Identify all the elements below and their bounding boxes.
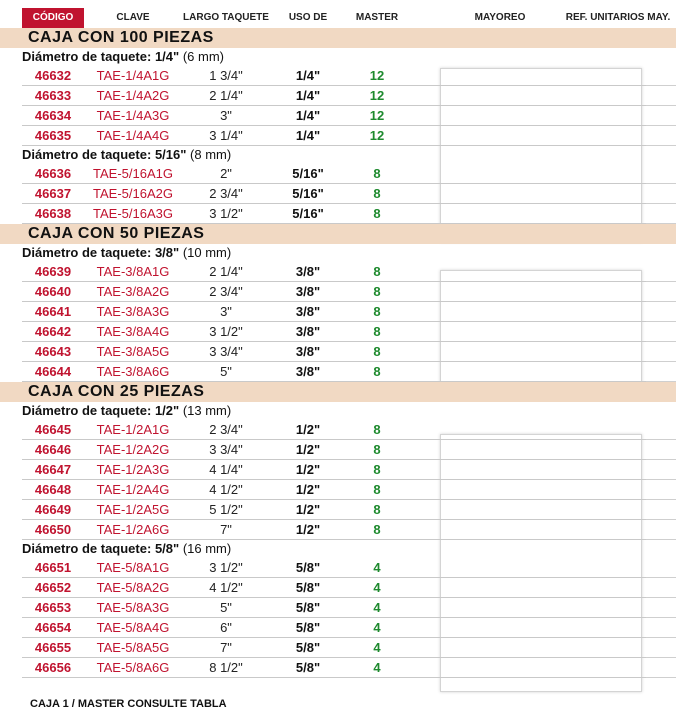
master-qty: 4 xyxy=(373,580,381,595)
diameter-size: 3/8" xyxy=(154,245,180,260)
diameter-label: Diámetro de taquete: xyxy=(22,245,152,260)
drill-bit-size: 1/4" xyxy=(295,128,321,143)
drill-bit-size: 3/8" xyxy=(295,364,321,379)
table-row xyxy=(0,322,676,342)
table-row xyxy=(0,578,676,598)
product-key: TAE-1/2A4G xyxy=(96,482,170,497)
anchor-length: 3 3/4" xyxy=(209,442,243,457)
section-header xyxy=(0,28,676,48)
drill-bit-size: 1/4" xyxy=(295,68,321,83)
anchor-length: 8 1/2" xyxy=(209,660,243,675)
product-code: 46632 xyxy=(34,68,72,83)
section-title: CAJA CON 50 PIEZAS xyxy=(28,225,205,242)
product-key: TAE-1/4A1G xyxy=(96,68,170,83)
drill-bit-size: 1/4" xyxy=(295,108,321,123)
product-key: TAE-1/2A3G xyxy=(96,462,170,477)
ref-column-divider xyxy=(646,145,676,146)
product-code: 46640 xyxy=(34,284,72,299)
product-key: TAE-5/16A3G xyxy=(93,206,173,221)
product-key: TAE-3/8A4G xyxy=(96,324,170,339)
product-code: 46647 xyxy=(34,462,72,477)
anchor-length: 5" xyxy=(220,364,232,379)
product-key: TAE-3/8A6G xyxy=(96,364,170,379)
master-qty: 8 xyxy=(373,502,381,517)
section-header xyxy=(0,224,676,244)
table-row xyxy=(0,618,676,638)
product-code: 46652 xyxy=(34,580,72,595)
anchor-length: 5" xyxy=(220,600,232,615)
anchor-length: 3 1/4" xyxy=(209,128,243,143)
anchor-length: 2 3/4" xyxy=(209,422,243,437)
diameter-size: 1/2" xyxy=(154,403,180,418)
table-row xyxy=(0,440,676,460)
table-row xyxy=(0,362,676,382)
master-qty: 8 xyxy=(373,344,381,359)
table-row xyxy=(0,460,676,480)
anchor-length: 3" xyxy=(220,108,232,123)
master-qty: 8 xyxy=(373,324,381,339)
header-master: MASTER xyxy=(355,12,399,23)
product-code: 46649 xyxy=(34,502,72,517)
drill-bit-size: 1/2" xyxy=(295,422,321,437)
section-header xyxy=(0,382,676,402)
table-row xyxy=(0,598,676,618)
section-title: CAJA CON 100 PIEZAS xyxy=(28,29,214,46)
drill-bit-size: 1/2" xyxy=(295,462,321,477)
anchor-length: 2 1/4" xyxy=(209,88,243,103)
drill-bit-size: 5/8" xyxy=(295,600,321,615)
product-code: 46656 xyxy=(34,660,72,675)
product-key: TAE-3/8A2G xyxy=(96,284,170,299)
drill-bit-size: 1/4" xyxy=(295,88,321,103)
table-row xyxy=(0,342,676,362)
table-row xyxy=(0,658,676,678)
drill-bit-size: 1/2" xyxy=(295,442,321,457)
drill-bit-size: 5/8" xyxy=(295,620,321,635)
table-row xyxy=(0,184,676,204)
table-row xyxy=(0,420,676,440)
table-row xyxy=(0,204,676,224)
table-row xyxy=(0,638,676,658)
product-key: TAE-1/2A5G xyxy=(96,502,170,517)
drill-bit-size: 1/2" xyxy=(295,482,321,497)
anchor-length: 2 3/4" xyxy=(209,284,243,299)
row-divider xyxy=(22,677,676,678)
anchor-length: 6" xyxy=(220,620,232,635)
product-key: TAE-5/16A2G xyxy=(93,186,173,201)
anchor-length: 4 1/4" xyxy=(209,462,243,477)
anchor-length: 4 1/2" xyxy=(209,482,243,497)
diameter-size: 5/16" xyxy=(154,147,187,162)
master-qty: 8 xyxy=(373,186,381,201)
product-code: 46638 xyxy=(34,206,72,221)
diameter-label: Diámetro de taquete: xyxy=(22,541,152,556)
drill-bit-size: 1/2" xyxy=(295,502,321,517)
anchor-length: 1 3/4" xyxy=(209,68,243,83)
product-code: 46635 xyxy=(34,128,72,143)
master-qty: 12 xyxy=(369,88,385,103)
table-row xyxy=(0,106,676,126)
product-code: 46654 xyxy=(34,620,72,635)
drill-bit-size: 3/8" xyxy=(295,304,321,319)
master-qty: 8 xyxy=(373,284,381,299)
drill-bit-size: 5/8" xyxy=(295,580,321,595)
anchor-length: 2" xyxy=(220,166,232,181)
anchor-length: 2 1/4" xyxy=(209,264,243,279)
diameter-subheader xyxy=(22,244,231,262)
table-row xyxy=(0,282,676,302)
product-key: TAE-5/16A1G xyxy=(93,166,173,181)
header-key: CLAVE xyxy=(116,12,150,23)
master-qty: 8 xyxy=(373,442,381,457)
diameter-label: Diámetro de taquete: xyxy=(22,147,152,162)
drill-bit-size: 3/8" xyxy=(295,324,321,339)
product-code: 46644 xyxy=(34,364,72,379)
table-row xyxy=(0,262,676,282)
drill-bit-size: 5/8" xyxy=(295,560,321,575)
master-qty: 12 xyxy=(369,128,385,143)
anchor-length: 3 3/4" xyxy=(209,344,243,359)
anchor-length: 3" xyxy=(220,304,232,319)
product-key: TAE-5/8A1G xyxy=(96,560,170,575)
table-row xyxy=(0,558,676,578)
diameter-mm: (6 mm) xyxy=(182,49,224,64)
master-qty: 8 xyxy=(373,166,381,181)
master-qty: 8 xyxy=(373,304,381,319)
header-code: CÓDIGO xyxy=(22,8,84,28)
ref-column-divider xyxy=(646,539,676,540)
master-qty: 4 xyxy=(373,620,381,635)
product-code: 46637 xyxy=(34,186,72,201)
master-qty: 8 xyxy=(373,206,381,221)
diameter-size: 1/4" xyxy=(154,49,180,64)
table-row xyxy=(0,500,676,520)
diameter-size: 5/8" xyxy=(154,541,180,556)
anchor-length: 2 3/4" xyxy=(209,186,243,201)
product-key: TAE-5/8A4G xyxy=(96,620,170,635)
drill-bit-size: 3/8" xyxy=(295,284,321,299)
product-key: TAE-3/8A1G xyxy=(96,264,170,279)
diameter-mm: (8 mm) xyxy=(190,147,232,162)
product-key: TAE-5/8A6G xyxy=(96,660,170,675)
product-key: TAE-1/2A1G xyxy=(96,422,170,437)
table-row xyxy=(0,164,676,184)
master-qty: 8 xyxy=(373,482,381,497)
diameter-subheader xyxy=(22,540,231,558)
product-code: 46634 xyxy=(34,108,72,123)
master-qty: 8 xyxy=(373,364,381,379)
product-code: 46636 xyxy=(34,166,72,181)
product-key: TAE-5/8A5G xyxy=(96,640,170,655)
table-header xyxy=(0,8,676,28)
master-qty: 8 xyxy=(373,522,381,537)
product-key: TAE-3/8A5G xyxy=(96,344,170,359)
product-code: 46633 xyxy=(34,88,72,103)
product-key: TAE-5/8A2G xyxy=(96,580,170,595)
table-row xyxy=(0,302,676,322)
diameter-mm: (13 mm) xyxy=(182,403,232,418)
table-row xyxy=(0,66,676,86)
anchor-length: 5 1/2" xyxy=(209,502,243,517)
product-code: 46642 xyxy=(34,324,72,339)
ref-column-divider xyxy=(646,677,676,678)
table-row xyxy=(0,520,676,540)
drill-bit-size: 5/16" xyxy=(292,186,324,201)
master-qty: 12 xyxy=(369,68,385,83)
product-code: 46643 xyxy=(34,344,72,359)
product-key: TAE-1/4A2G xyxy=(96,88,170,103)
diameter-label: Diámetro de taquete: xyxy=(22,403,152,418)
product-code: 46645 xyxy=(34,422,72,437)
product-code: 46639 xyxy=(34,264,72,279)
diameter-mm: (10 mm) xyxy=(182,245,232,260)
drill-bit-size: 5/8" xyxy=(295,640,321,655)
table-row xyxy=(0,126,676,146)
anchor-length: 7" xyxy=(220,522,232,537)
diameter-label: Diámetro de taquete: xyxy=(22,49,152,64)
master-qty: 12 xyxy=(369,108,385,123)
diameter-subheader xyxy=(22,146,231,164)
drill-bit-size: 1/2" xyxy=(295,522,321,537)
product-code: 46653 xyxy=(34,600,72,615)
product-code: 46650 xyxy=(34,522,72,537)
master-qty: 4 xyxy=(373,560,381,575)
product-key: TAE-1/2A6G xyxy=(96,522,170,537)
header-mayoreo: MAYOREO xyxy=(474,12,526,23)
master-qty: 4 xyxy=(373,600,381,615)
product-key: TAE-5/8A3G xyxy=(96,600,170,615)
product-key: TAE-3/8A3G xyxy=(96,304,170,319)
footer-note: CAJA 1 / MASTER CONSULTE TABLA xyxy=(30,698,227,710)
product-code: 46655 xyxy=(34,640,72,655)
anchor-length: 3 1/2" xyxy=(209,560,243,575)
anchor-length: 3 1/2" xyxy=(209,324,243,339)
drill-bit-size: 5/16" xyxy=(292,206,324,221)
table-row xyxy=(0,480,676,500)
diameter-mm: (16 mm) xyxy=(182,541,232,556)
drill-bit-size: 5/8" xyxy=(295,660,321,675)
anchor-length: 3 1/2" xyxy=(209,206,243,221)
diameter-subheader xyxy=(22,48,224,66)
product-code: 46641 xyxy=(34,304,72,319)
product-code: 46646 xyxy=(34,442,72,457)
drill-bit-size: 3/8" xyxy=(295,264,321,279)
master-qty: 4 xyxy=(373,640,381,655)
header-bit: USO DE xyxy=(288,12,328,23)
product-code: 46651 xyxy=(34,560,72,575)
product-code: 46648 xyxy=(34,482,72,497)
master-qty: 8 xyxy=(373,422,381,437)
master-qty: 8 xyxy=(373,462,381,477)
header-ref: REF. UNITARIOS MAY. xyxy=(565,12,671,23)
section-title: CAJA CON 25 PIEZAS xyxy=(28,383,205,400)
anchor-length: 7" xyxy=(220,640,232,655)
table-row xyxy=(0,86,676,106)
anchor-length: 4 1/2" xyxy=(209,580,243,595)
product-key: TAE-1/4A4G xyxy=(96,128,170,143)
product-key: TAE-1/2A2G xyxy=(96,442,170,457)
diameter-subheader xyxy=(22,402,231,420)
master-qty: 4 xyxy=(373,660,381,675)
drill-bit-size: 3/8" xyxy=(295,344,321,359)
drill-bit-size: 5/16" xyxy=(292,166,324,181)
product-key: TAE-1/4A3G xyxy=(96,108,170,123)
master-qty: 8 xyxy=(373,264,381,279)
header-length: LARGO TAQUETE xyxy=(183,12,269,23)
